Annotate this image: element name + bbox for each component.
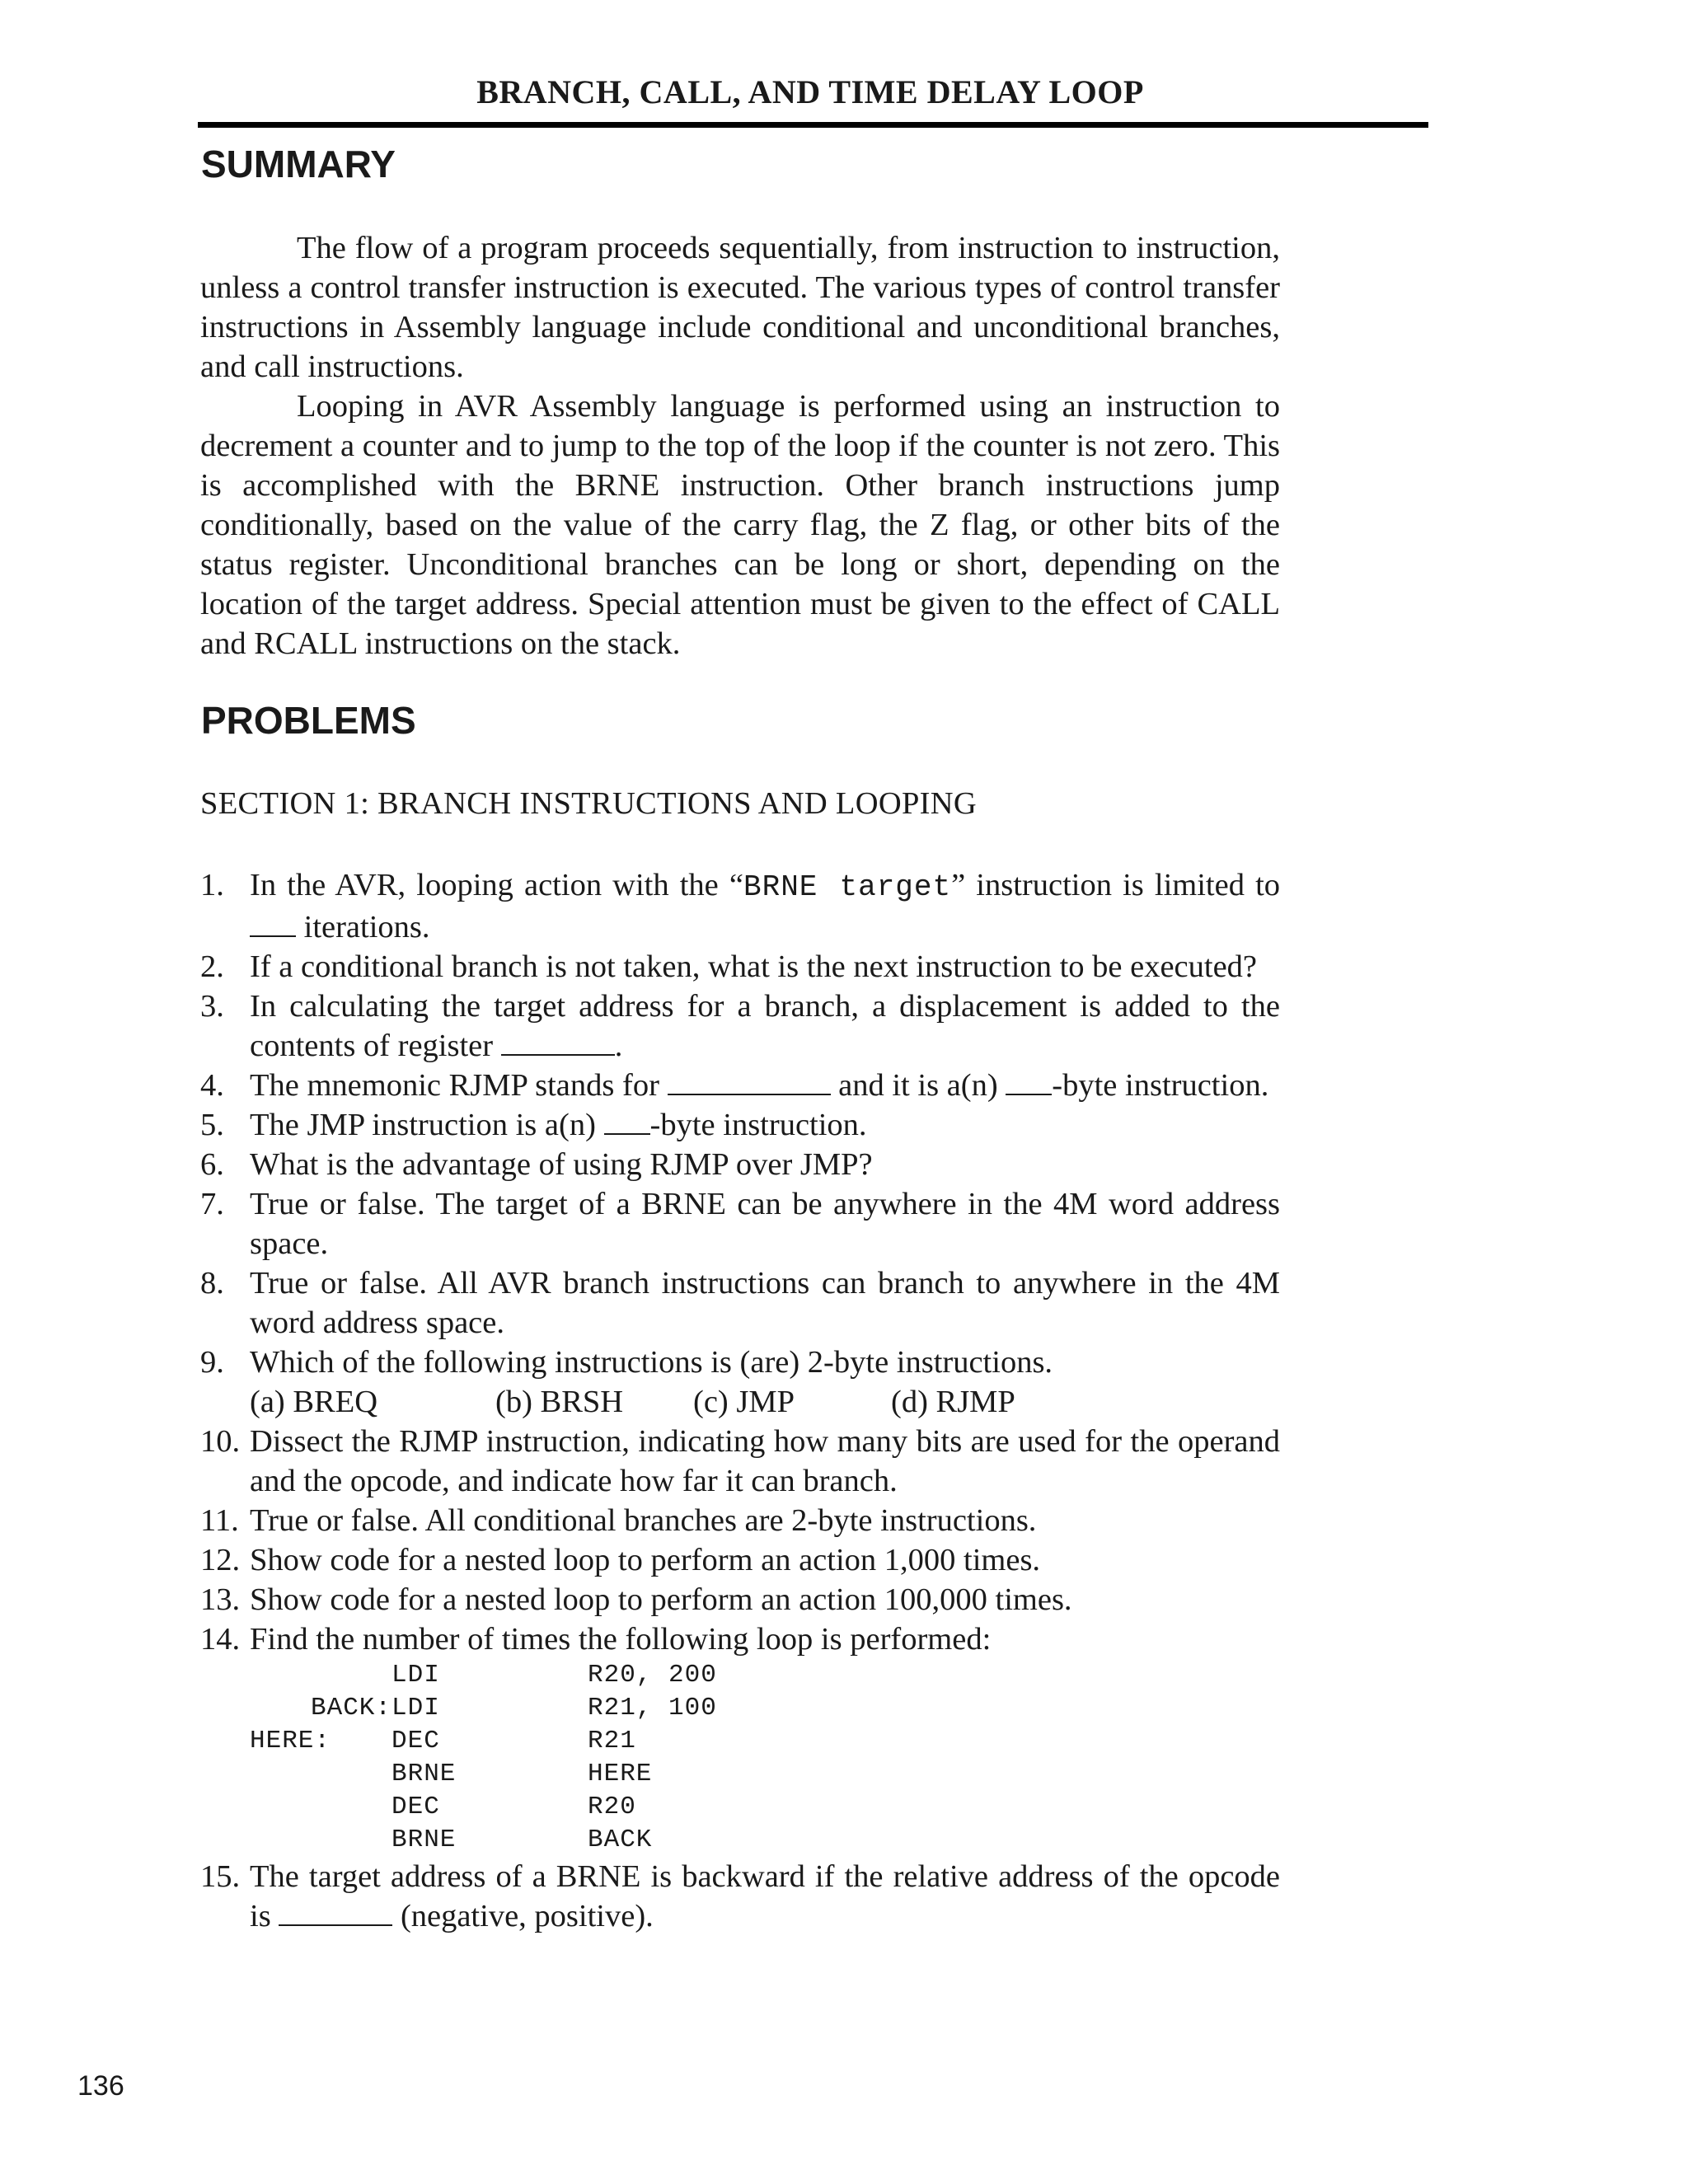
problem-text: -byte instruction. [649,1108,867,1142]
code-line [250,1659,1280,1692]
problem-text: iterations. [296,910,430,944]
code-line [250,1824,1280,1857]
summary-heading: SUMMARY [201,143,396,185]
summary-body [200,228,1280,663]
problem-text: (negative, positive). [392,1899,654,1933]
problem-text: If a conditional branch is not taken, what is the next instruction to be executed? [250,949,1257,984]
problem-text: True or false. The target of a BRNE can be anywhere in the 4M word address space. [250,1187,1280,1261]
code-mnemonic: DEC [392,1793,440,1821]
code-mnemonic: BRNE [392,1825,457,1854]
code-operand: HERE [588,1760,653,1788]
code-label: HERE: [250,1727,331,1755]
problem-item [200,1145,1280,1184]
problem-item [200,1184,1280,1263]
fill-in-blank [501,1028,615,1056]
problem-text: Dissect the RJMP instruction, indicating how many bits are used for the operand and the opcode, and indicate how far it can branch. [250,1424,1280,1498]
problem-list [200,865,1280,1936]
code-operand: R21, 100 [588,1694,717,1722]
problem-number: 5. [200,1108,224,1142]
problems-heading: PROBLEMS [201,699,416,742]
problem-number: 13. [200,1582,241,1617]
problem-number: 9. [200,1345,224,1380]
code-line [250,1791,1280,1824]
problem-item [200,1263,1280,1343]
summary-paragraph-2: Looping in AVR Assembly language is performed using an instruction to decrement a counter and to jump to the top of the loop if the counter is not zero. This is accomplished with the BRNE instruction. Other branch instructions jump conditionally, based on the value of the carry flag, the Z flag, or other bits of the status register. Unconditional branches can be long or short, depending on the location of the target address. Special attention must be given to the effect of CALL and RCALL instructions on the stack. [200,389,1280,661]
problem-number: 8. [200,1266,224,1301]
problem-number: 1. [200,868,224,902]
problem-number: 6. [200,1147,224,1182]
choice-c: (c) JMP [693,1385,795,1419]
problem-number: 7. [200,1187,224,1221]
code-line [250,1725,1280,1758]
problem-text: True or false. All conditional branches are 2-byte instructions. [250,1503,1037,1538]
problem-item [200,1066,1280,1105]
problem-item [200,1343,1280,1422]
problem-text: The mnemonic RJMP stands for [250,1068,668,1103]
problem-number: 4. [200,1068,224,1103]
code-operand: R21 [588,1727,636,1755]
answer-choices [250,1382,1280,1422]
code-line [250,1692,1280,1725]
summary-paragraph-1: The flow of a program proceeds sequentially, from instruction to instruction, unless a control transfer instruction is executed. The various types of control transfer instructions in Assembly language include conditional and unconditional branches, and call instructions. [200,231,1280,384]
inline-code: BRNE target [743,870,952,904]
fill-in-blank [604,1107,650,1135]
problem-text: and it is a(n) [830,1068,1006,1103]
code-mnemonic: DEC [392,1727,440,1755]
problem-item [200,1105,1280,1145]
problem-number: 14. [200,1622,241,1657]
problem-text: -byte instruction. [1052,1068,1269,1103]
code-mnemonic: LDI [392,1694,440,1722]
fill-in-blank [250,909,296,937]
fill-in-blank [279,1898,392,1926]
problem-item [200,1857,1280,1936]
problem-text: Show code for a nested loop to perform an action 100,000 times. [250,1582,1072,1617]
problem-text: In the AVR, looping action with the [250,868,729,902]
problem-text: . [614,1029,623,1063]
code-label [250,1791,392,1824]
code-label [250,1758,392,1791]
open-quote: “ [729,868,743,902]
code-label: BACK: [310,1694,392,1722]
problem-item [200,1422,1280,1501]
section-heading: SECTION 1: BRANCH INSTRUCTIONS AND LOOPING [200,786,977,821]
code-listing [250,1659,1280,1857]
problem-text: Which of the following instructions is (are) 2-byte instructions. [250,1345,1053,1380]
problem-item [200,947,1280,987]
header-rule [198,122,1428,128]
problem-text: Find the number of times the following loop is performed: [250,1622,992,1657]
problem-number: 12. [200,1543,241,1577]
problem-text: instruction is limited to [965,868,1281,902]
choice-b: (b) BRSH [495,1385,624,1419]
close-quote: ” [951,868,966,902]
problem-number: 3. [200,989,224,1024]
problem-item [200,1501,1280,1540]
problem-item [200,1619,1280,1857]
code-mnemonic: BRNE [392,1760,457,1788]
fill-in-blank [1006,1067,1052,1095]
running-head: BRANCH, CALL, AND TIME DELAY LOOP [476,73,1144,110]
code-operand: R20 [588,1793,636,1821]
problem-text: In calculating the target address for a branch, a displacement is added to the contents of register [250,989,1280,1063]
problem-number: 10. [200,1424,241,1459]
choice-a: (a) BREQ [250,1385,378,1419]
problem-item [200,1580,1280,1619]
choice-d: (d) RJMP [891,1385,1015,1419]
code-mnemonic: LDI [392,1661,440,1690]
code-operand: R20, 200 [588,1661,717,1690]
problem-text: The target address of a BRNE is backward if the relative address of the opcode is [250,1859,1280,1933]
problem-item [200,1540,1280,1580]
problem-text: The JMP instruction is a(n) [250,1108,604,1142]
page-number: 136 [77,2070,124,2102]
code-label [250,1659,392,1692]
code-line [250,1758,1280,1791]
problem-number: 15. [200,1859,241,1894]
problem-number: 11. [200,1503,239,1538]
code-label [250,1824,392,1857]
code-operand: BACK [588,1825,653,1854]
problem-number: 2. [200,949,224,984]
problem-item [200,987,1280,1066]
problem-text: Show code for a nested loop to perform an action 1,000 times. [250,1543,1041,1577]
problem-item [200,865,1280,947]
problem-text: What is the advantage of using RJMP over JMP? [250,1147,873,1182]
fill-in-blank [668,1067,831,1095]
problem-text: True or false. All AVR branch instructions can branch to anywhere in the 4M word address space. [250,1266,1280,1340]
